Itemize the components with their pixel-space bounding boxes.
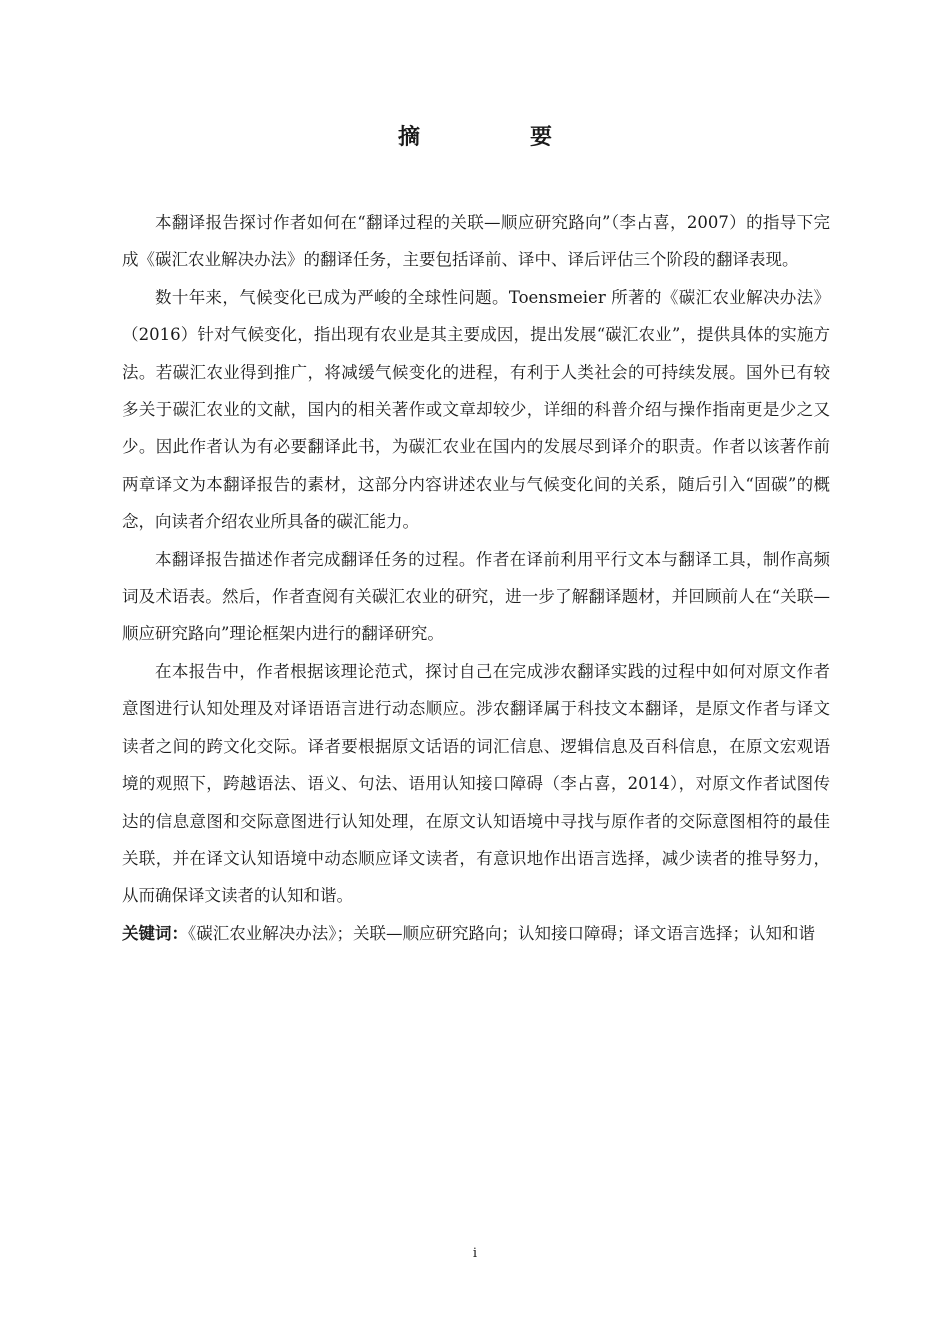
abstract-paragraph-4: 在本报告中，作者根据该理论范式，探讨自己在完成涉农翻译实践的过程中如何对原文作者意图进行认知处理及对译语语言进行动态顺应。涉农翻译属于科技文本翻译，是原文作者与译文读者之间的跨文化交际。译者要根据原文话语的词汇信息、逻辑信息及百科信息，在原文宏观语境的观照下，跨越语法、语义、句法、语用认知接口障碍（李占喜，2014），对原文作者试图传达的信息意图和交际意图进行认知处理，在原文认知语境中寻找与原作者的交际意图相符的最佳关联，并在译文认知语境中动态顺应译文读者，有意识地作出语言选择，减少读者的推导努力，从而确保译文读者的认知和谐。 <box>122 661 830 906</box>
abstract-paragraph-2: 数十年来，气候变化已成为严峻的全球性问题。Toensmeier 所著的《碳汇农业解决办法》（2016）针对气候变化，指出现有农业是其主要成因，提出发展“碳汇农业”，提供具体的实施方法。若碳汇农业得到推广，将减缓气候变化的进程，有利于人类社会的可持续发展。国外已有较多关于碳汇农业的文献，国内的相关著作或文章却较少，详细的科普介绍与操作指南更是少之又少。因此作者认为有必要翻译此书，为碳汇农业在国内的发展尽到译介的职责。作者以该著作前两章译文为本翻译报告的素材，这部分内容讲述农业与气候变化间的关系，随后引入“固碳”的概念，向读者介绍农业所具备的碳汇能力。 <box>122 287 830 532</box>
abstract-paragraph-1: 本翻译报告探讨作者如何在“翻译过程的关联—顺应研究路向”（李占喜，2007）的指导下完成《碳汇农业解决办法》的翻译任务，主要包括译前、译中、译后评估三个阶段的翻译表现。 <box>122 213 830 270</box>
keywords-text: 《碳汇农业解决办法》；关联—顺应研究路向；认知接口障碍；译文语言选择；认知和谐 <box>188 923 815 943</box>
abstract-title: 摘 要 <box>397 125 596 150</box>
keywords-line <box>122 915 830 952</box>
keywords-label: 关键词： <box>122 923 188 943</box>
page-number: i <box>472 1246 478 1261</box>
abstract-body <box>122 204 830 952</box>
abstract-paragraph-3: 本翻译报告描述作者完成翻译任务的过程。作者在译前利用平行文本与翻译工具，制作高频词及术语表。然后，作者查阅有关碳汇农业的研究，进一步了解翻译题材，并回顾前人在“关联—顺应研究路向”理论框架内进行的翻译研究。 <box>122 549 830 644</box>
